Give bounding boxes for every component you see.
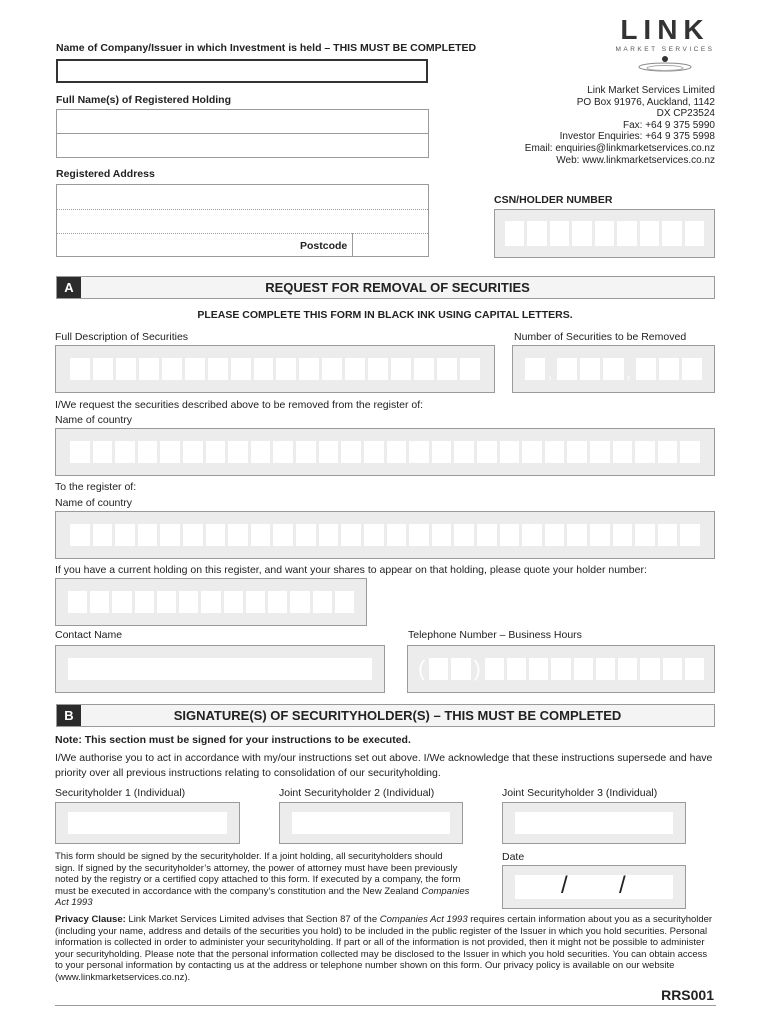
signing-line-2: sign. If signed by the securityholder’s attorney, the power of attorney must have been previously <box>55 862 458 874</box>
request-text: I/We request the securities described above to be removed from the register of: <box>55 399 424 411</box>
signing-line-4: must be executed in accordance with the company’s constitution and the New Zealand <box>55 885 422 897</box>
csn-label: CSN/HOLDER NUMBER <box>494 194 613 206</box>
logo-text: LINK <box>620 14 710 45</box>
contact-name: Link Market Services Limited <box>587 85 715 96</box>
privacy-label: Privacy Clause: <box>55 914 126 925</box>
logo-subtext: MARKET SERVICES <box>615 46 715 53</box>
country-label-2: Name of country <box>55 497 133 509</box>
country-from-field[interactable] <box>55 428 715 476</box>
signing-line-3: noted by the registry or a certified copy attached to this form. If executed by a company, the form <box>55 874 461 886</box>
holder1-signature-field[interactable] <box>55 802 240 844</box>
date-slash-2: / <box>619 872 626 899</box>
date-slash-1: / <box>561 872 568 899</box>
address-label: Registered Address <box>56 168 155 180</box>
link-logo <box>610 14 720 76</box>
country-label: Name of country <box>55 414 133 426</box>
section-b-header <box>56 704 715 727</box>
privacy-line-5: to your personal information by contacting us at the address or telephone number shown on this form. Our privacy policy is available on our website <box>55 960 675 972</box>
description-label: Full Description of Securities <box>55 331 189 343</box>
number-label: Number of Securities to be Removed <box>514 331 687 343</box>
company-label: Name of Company/Issuer in which Investment is held – THIS MUST BE COMPLETED <box>56 42 477 54</box>
phone-paren-open: ( <box>418 656 426 681</box>
instruction-text: PLEASE COMPLETE THIS FORM IN BLACK INK USING CAPITAL LETTERS. <box>197 309 573 321</box>
number-comma-1: , <box>548 365 553 381</box>
signature-note: Note: This section must be signed for your instructions to be executed. <box>55 734 411 746</box>
fullname-divider <box>57 133 428 134</box>
form-code: RRS001 <box>661 987 714 1003</box>
holder2-label: Joint Securityholder 2 (Individual) <box>279 787 435 799</box>
fullname-label: Full Name(s) of Registered Holding <box>56 94 232 106</box>
csn-field[interactable] <box>494 209 715 258</box>
company-field[interactable] <box>56 59 428 83</box>
phone-field[interactable] <box>407 645 715 693</box>
holding-text: If you have a current holding on this register, and want your shares to appear on that holding, please quote your holder number: <box>55 564 647 576</box>
postcode-field[interactable] <box>352 233 428 256</box>
privacy-line-4: your securityholding. Please note that the personal information collected may be disclosed to the Issuer in which you hold securities. You can obtain access <box>55 948 708 960</box>
phone-paren-close: ) <box>473 656 481 681</box>
country-to-field[interactable] <box>55 511 715 559</box>
holder1-label: Securityholder 1 (Individual) <box>55 787 186 799</box>
contact-web: Web: www.linkmarketservices.co.nz <box>556 154 715 166</box>
contact-dx: DX CP23524 <box>656 108 715 120</box>
holder3-label: Joint Securityholder 3 (Individual) <box>502 787 658 799</box>
section-a-title: REQUEST FOR REMOVAL OF SECURITIES <box>265 280 530 295</box>
postcode-label: Postcode <box>300 240 348 252</box>
holder-number-field[interactable] <box>55 578 367 626</box>
holder3-signature-field[interactable] <box>502 802 686 844</box>
authorise-line-1: I/We authorise you to act in accordance with my/our instructions set out above. I/We acknowledge that these instructions supersede and have <box>55 752 713 764</box>
privacy-line-1c: requires certain information about you as a securityholder <box>467 914 713 925</box>
number-field[interactable] <box>512 345 715 393</box>
privacy-clause <box>55 914 717 984</box>
section-a-letter: A <box>57 277 81 298</box>
signing-line-5: Act 1993 <box>55 897 93 909</box>
privacy-line-1-act: Companies Act 1993 <box>379 914 468 925</box>
to-register-text: To the register of: <box>55 481 137 493</box>
contact-name-label: Contact Name <box>55 629 123 641</box>
date-field[interactable] <box>502 865 686 909</box>
contact-po-box: PO Box 91976, Auckland, 1142 <box>576 96 715 108</box>
number-comma-2: , <box>626 365 631 381</box>
signing-line-1: This form should be signed by the securityholder. If a joint holding, all securityholders should <box>55 851 443 862</box>
contact-block <box>415 85 715 166</box>
date-label: Date <box>502 851 525 863</box>
privacy-line-3: information is collected in order to administer your securityholding. If part or all of the information is not provided, then it might not be possible to administer <box>55 937 705 949</box>
contact-enquiries: Investor Enquiries: +64 9 375 5998 <box>559 131 715 143</box>
section-b-letter: B <box>57 705 81 726</box>
holder2-signature-field[interactable] <box>279 802 463 844</box>
address-divider-1 <box>57 209 428 210</box>
logo-ripple-icon <box>630 54 700 76</box>
footer-rule <box>55 1005 716 1006</box>
phone-label: Telephone Number – Business Hours <box>408 629 582 641</box>
section-b-title: SIGNATURE(S) OF SECURITYHOLDER(S) – THIS MUST BE COMPLETED <box>173 708 622 723</box>
signing-instructions <box>55 851 475 909</box>
privacy-line-6: (www.linkmarketservices.co.nz). <box>55 971 191 983</box>
contact-name-field[interactable] <box>55 645 385 693</box>
description-field[interactable] <box>55 345 495 393</box>
privacy-line-2: (including your name, address and details of the securities you hold) to be included in the public register of the Issuer in which you hold securities. Personal <box>55 925 708 937</box>
authorise-line-2: priority over all previous instructions relating to consolidation of our securityholding. <box>55 767 441 779</box>
signing-line-4-act: Companies <box>421 885 470 897</box>
contact-email: Email: enquiries@linkmarketservices.co.nz <box>524 142 715 154</box>
section-a-header <box>56 276 715 299</box>
contact-fax: Fax: +64 9 375 5990 <box>622 119 715 131</box>
privacy-line-1a: Link Market Services Limited advises that Section 87 of the <box>125 914 380 925</box>
